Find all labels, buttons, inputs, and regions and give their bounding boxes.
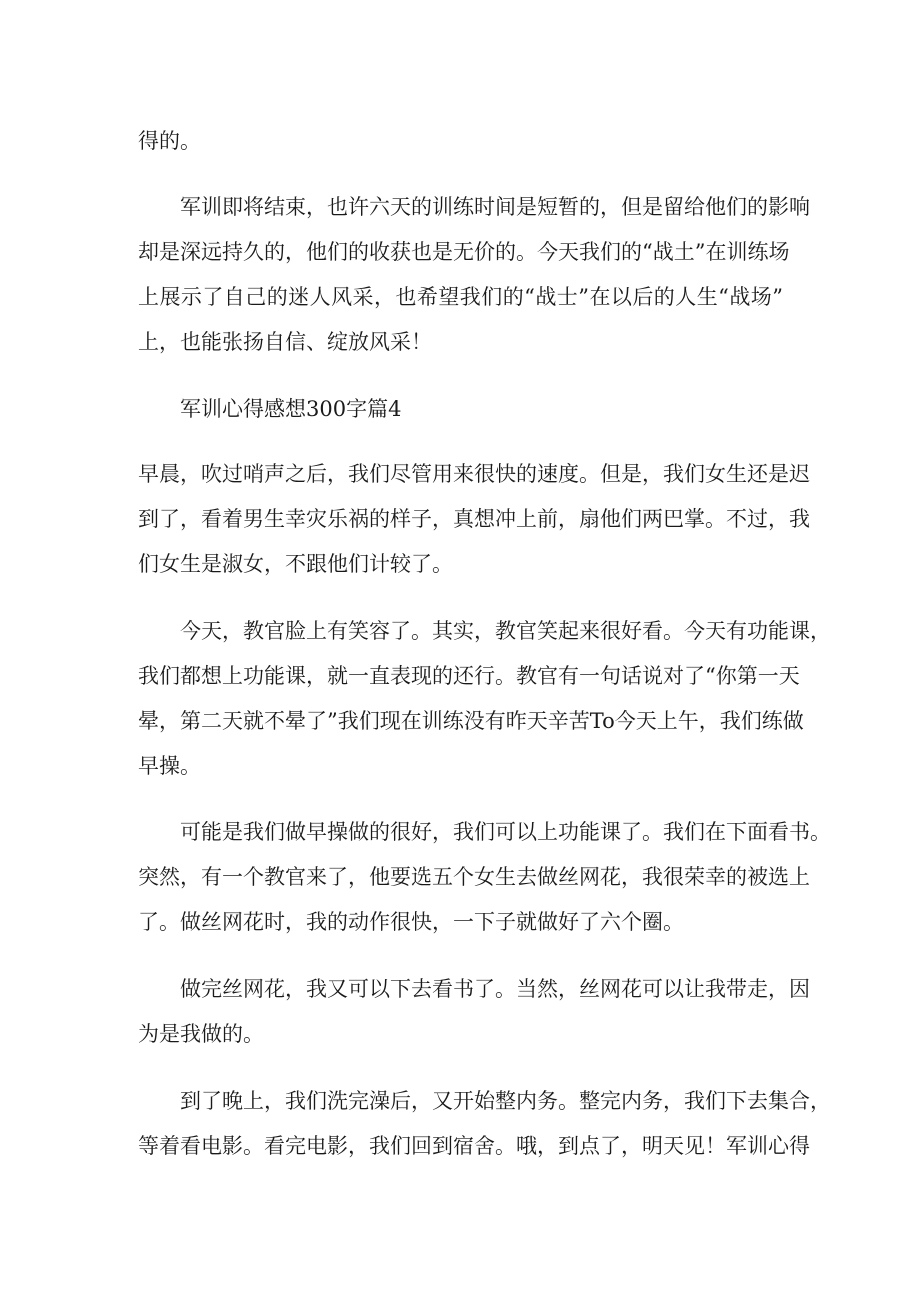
paragraph-line: 得的。 (138, 129, 201, 153)
paragraph-line: 可能是我们做早操做的很好，我们可以上功能课了。我们在下面看书。 (180, 820, 831, 844)
paragraph-line: 上，也能张扬自信、绽放风采！ (138, 330, 432, 354)
paragraph-line: 上展示了自己的迷人风采，也希望我们的“战士”在以后的人生“战场” (138, 285, 783, 309)
paragraph-line: 今天，教官脸上有笑容了。其实，教官笑起来很好看。今天有功能课， (180, 619, 831, 643)
paragraph-line: 我们都想上功能课，就一直表现的还行。教官有一句话说对了“你第一天 (138, 664, 800, 688)
paragraph-line: 到了晚上，我们洗完澡后，又开始整内务。整完内务，我们下去集合， (180, 1089, 831, 1113)
paragraph-line: 等着看电影。看完电影，我们回到宿舍。哦，到点了，明天见！军训心得 (138, 1134, 810, 1158)
paragraph-line: 为是我做的。 (138, 1022, 264, 1046)
paragraph-line: 军训即将结束，也许六天的训练时间是短暂的，但是留给他们的影响 (180, 195, 810, 219)
paragraph-line: 了。做丝网花时，我的动作很快，一下子就做好了六个圈。 (138, 910, 684, 934)
paragraph-line: 做完丝网花，我又可以下去看书了。当然，丝网花可以让我带走，因 (180, 977, 810, 1001)
paragraph-line: 早晨，吹过哨声之后，我们尽管用来很快的速度。但是，我们女生还是迟 (138, 462, 810, 486)
paragraph-line: 们女生是淑女，不跟他们计较了。 (138, 552, 453, 576)
paragraph-line: 突然，有一个教官来了，他要选五个女生去做丝网花，我很荣幸的被选上 (138, 865, 810, 889)
section-heading: 军训心得感想300字篇4 (180, 397, 402, 421)
paragraph-line: 晕，第二天就不晕了”我们现在训练没有昨天辛苦To今天上午，我们练做 (138, 709, 804, 733)
paragraph-line: 到了，看着男生幸灾乐祸的样子，真想冲上前，扇他们两巴掌。不过，我 (138, 507, 810, 531)
paragraph-line: 却是深远持久的，他们的收获也是无价的。今天我们的“战土”在训练场 (138, 240, 790, 264)
paragraph-line: 早操。 (138, 754, 201, 778)
